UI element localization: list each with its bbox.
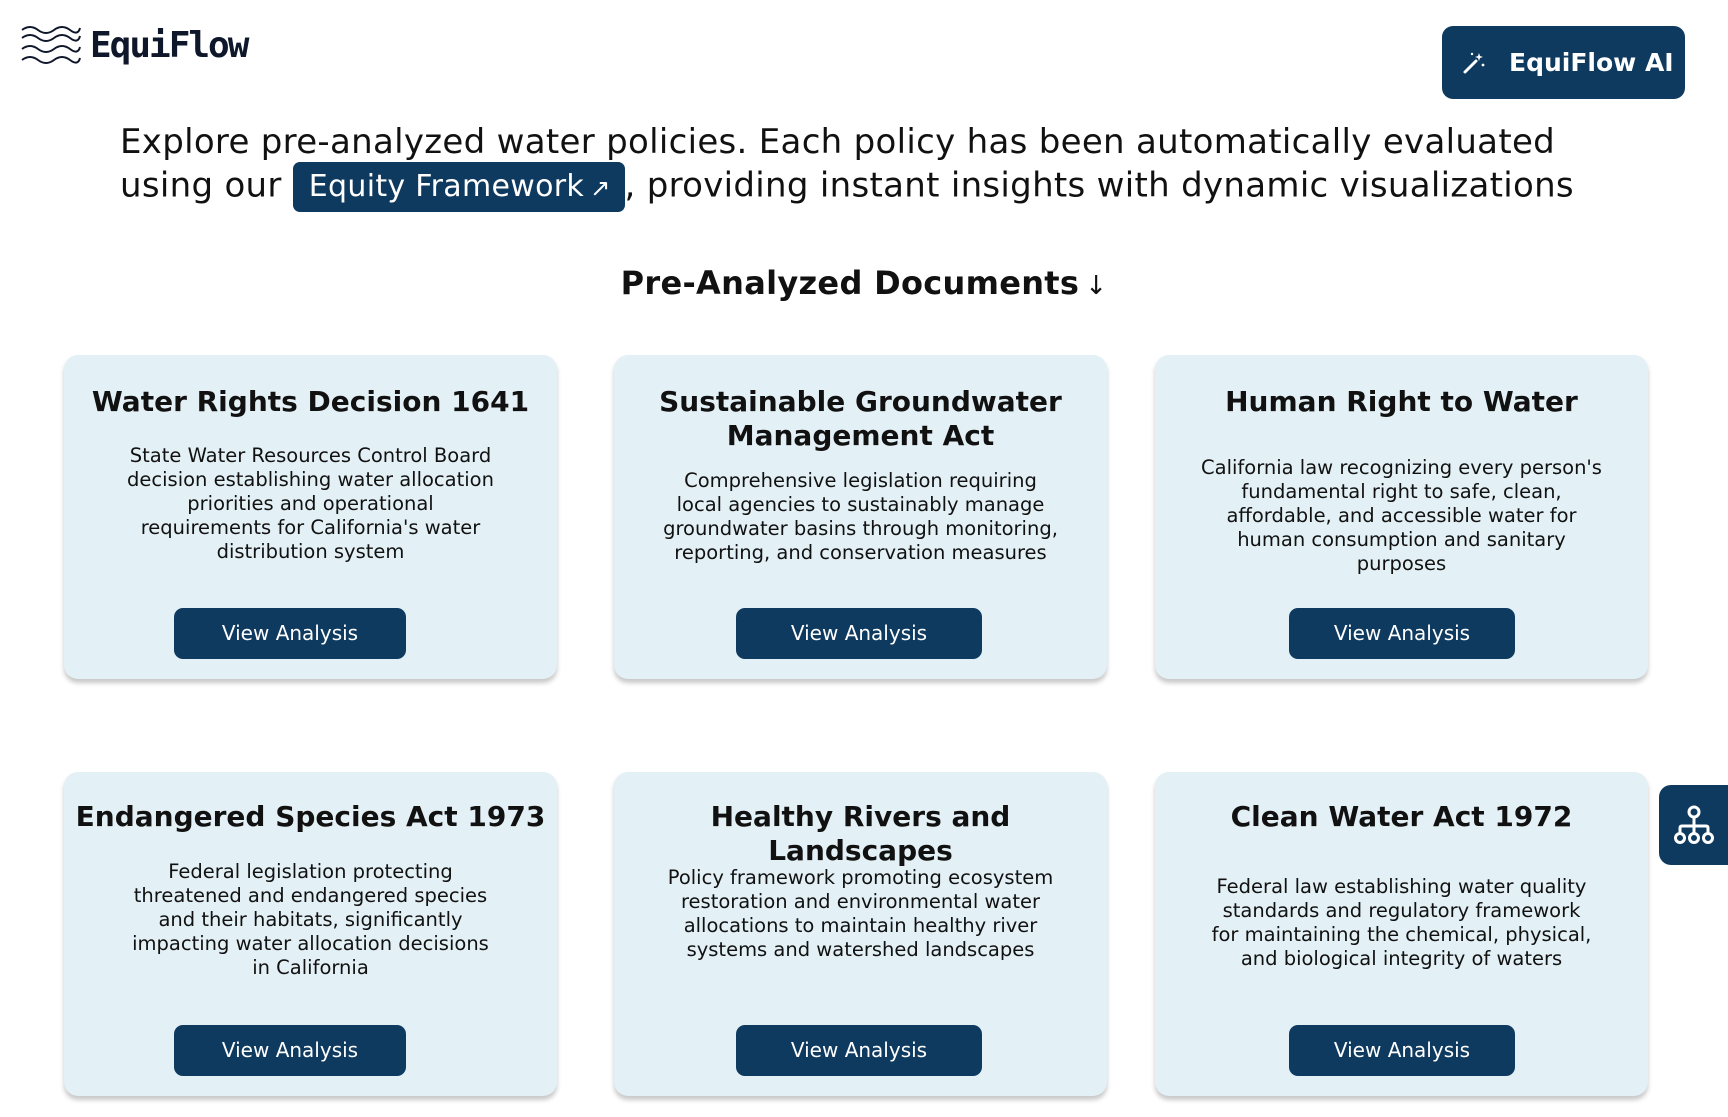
document-card: [614, 772, 1107, 1096]
magic-wand-icon: [1461, 50, 1487, 76]
arrow-down-icon: ↓: [1085, 271, 1108, 301]
card-description-line: for maintaining the chemical, physical,: [1211, 923, 1592, 946]
card-title-line: Water Rights Decision 1641: [91, 385, 530, 418]
brand-name: EquiFlow: [90, 24, 248, 66]
card-description-line: Federal law establishing water quality: [1216, 875, 1587, 898]
card-description-line: allocations to maintain healthy river: [683, 914, 1038, 937]
card-title-line: Endangered Species Act 1973: [75, 800, 546, 833]
external-arrow-icon: ↗: [590, 174, 611, 202]
card-description-line: local agencies to sustainably manage: [676, 493, 1045, 516]
document-card: [1155, 355, 1648, 679]
card-description-line: standards and regulatory framework: [1222, 899, 1581, 922]
card-description-line: priorities and operational: [187, 492, 434, 515]
view-analysis-button[interactable]: View Analysis: [736, 1025, 982, 1076]
card-description-line: California law recognizing every person's: [1201, 456, 1602, 479]
document-card: [64, 772, 557, 1096]
card-description-line: fundamental right to safe, clean,: [1241, 480, 1562, 503]
card-title-line: Human Right to Water: [1225, 385, 1578, 418]
card-description: [654, 866, 1067, 962]
brand-logo[interactable]: [20, 22, 247, 68]
card-description-line: and their habitats, significantly: [158, 908, 463, 931]
intro-line-1: Explore pre-analyzed water policies. Each policy has been automatically evaluated: [120, 122, 1556, 162]
card-description: [104, 860, 517, 980]
card-description-line: purposes: [1356, 552, 1447, 575]
equity-framework-label: Equity Framework: [308, 169, 585, 204]
section-title-text: Pre-Analyzed Documents: [620, 264, 1080, 302]
intro-line-2-start: using our: [120, 165, 282, 206]
card-description: [654, 469, 1067, 565]
card-title: [624, 385, 1097, 453]
card-description: [1195, 456, 1608, 576]
document-card: [1155, 772, 1648, 1096]
view-analysis-button[interactable]: View Analysis: [174, 608, 406, 659]
card-description-line: in California: [252, 956, 369, 979]
intro-line-2: [120, 162, 1574, 212]
card-description-line: affordable, and accessible water for: [1226, 504, 1577, 527]
card-description-line: State Water Resources Control Board: [129, 444, 492, 467]
card-title: [74, 385, 547, 419]
card-title-line: Sustainable Groundwater: [659, 385, 1062, 418]
hierarchy-icon: [1673, 804, 1715, 846]
card-description-line: Comprehensive legislation requiring: [684, 469, 1037, 492]
card-description-line: human consumption and sanitary: [1237, 528, 1566, 551]
card-description-line: systems and watershed landscapes: [686, 938, 1035, 961]
card-description-line: decision establishing water allocation: [127, 468, 494, 491]
equiflow-ai-button[interactable]: [1442, 26, 1685, 99]
equity-framework-link[interactable]: [293, 162, 625, 212]
card-description-line: restoration and environmental water: [680, 890, 1041, 913]
card-description-line: threatened and endangered species: [133, 884, 488, 907]
card-description-line: Federal legislation protecting: [168, 860, 453, 883]
view-analysis-button[interactable]: View Analysis: [736, 608, 982, 659]
intro-text: [120, 122, 1574, 212]
card-description: [104, 444, 517, 564]
card-description-line: Policy framework promoting ecosystem: [667, 866, 1054, 889]
card-description-line: groundwater basins through monitoring,: [663, 517, 1058, 540]
card-title-line: Healthy Rivers and Landscapes: [710, 800, 1011, 867]
waves-icon: [20, 22, 82, 68]
hierarchy-side-button[interactable]: [1659, 785, 1728, 865]
card-description: [1195, 875, 1608, 971]
card-title: [74, 800, 547, 834]
card-title: [624, 800, 1097, 868]
document-card: [614, 355, 1107, 679]
card-description-line: impacting water allocation decisions: [132, 932, 489, 955]
view-analysis-button[interactable]: View Analysis: [1289, 608, 1515, 659]
card-description-line: requirements for California's water: [140, 516, 481, 539]
card-description-line: and biological integrity of waters: [1240, 947, 1563, 970]
view-analysis-button[interactable]: View Analysis: [174, 1025, 406, 1076]
section-title: [0, 264, 1728, 302]
card-description-line: reporting, and conservation measures: [674, 541, 1047, 564]
intro-line-2-end: , providing instant insights with dynamic visualizations: [624, 165, 1574, 206]
card-title: [1165, 385, 1638, 419]
card-description-line: distribution system: [216, 540, 405, 563]
card-title-line: Management Act: [726, 419, 995, 452]
view-analysis-button[interactable]: View Analysis: [1289, 1025, 1515, 1076]
equiflow-ai-label: EquiFlow AI: [1509, 48, 1674, 77]
document-card: [64, 355, 557, 679]
card-title: [1165, 800, 1638, 834]
card-title-line: Clean Water Act 1972: [1230, 800, 1573, 833]
